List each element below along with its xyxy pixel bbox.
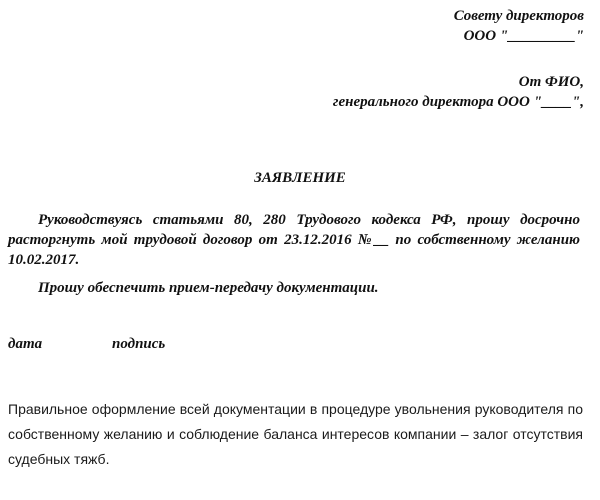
recipient-company: ООО "_________": [463, 28, 584, 44]
signature-label: подпись: [112, 336, 166, 352]
signature-row: [8, 334, 308, 354]
sender-name: От ФИО,: [518, 74, 584, 90]
letter-body: [8, 210, 580, 298]
recipient-block: [333, 6, 584, 112]
sender-position: генерального директора ООО "____",: [332, 94, 584, 110]
recipient-board: Совету директоров: [453, 8, 584, 24]
date-label: дата: [8, 336, 43, 352]
document-title: ЗАЯВЛЕНИЕ: [254, 170, 346, 186]
resignation-paragraph: Руководствуясь статьями 80, 280 Трудового кодекса РФ, прошу досрочно расторгнуть мой трудовой договор от 23.12.2016 №__ по собственному желанию 10.02.2017.: [8, 212, 580, 268]
handover-paragraph: Прошу обеспечить прием-передачу документации.: [38, 280, 379, 296]
explanatory-note: Правильное оформление всей документации в процедуре увольнения руководителя по собственному желанию и соблюдение баланса интересов компании – залог отсутствия судебных тяжб.: [8, 401, 583, 467]
